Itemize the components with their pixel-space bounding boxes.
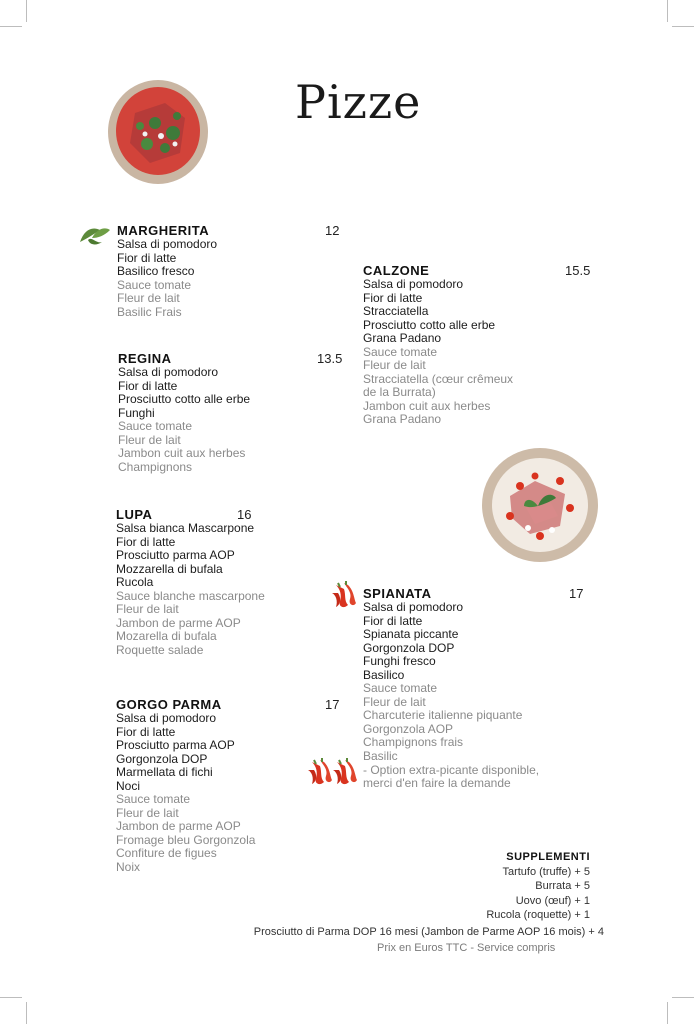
page-title: Pizze <box>295 75 422 129</box>
menu-item-margherita <box>117 224 339 319</box>
ingredient-it: Funghi fresco <box>363 654 436 669</box>
crop-mark <box>26 0 27 22</box>
ingredient-fr: Fromage bleu Gorgonzola <box>116 832 256 847</box>
crop-mark <box>672 997 694 998</box>
pizza-illustration-1 <box>105 78 211 186</box>
crop-mark <box>0 997 22 998</box>
ingredient-fr: Mozarella di bufala <box>116 629 217 644</box>
ingredient-it: Noci <box>116 778 141 793</box>
ingredient-it: Prosciutto parma AOP <box>116 548 235 563</box>
item-price: 17 <box>569 586 584 601</box>
ingredient-fr: Sauce tomate <box>116 792 191 807</box>
ingredient-it: Grana Padano <box>363 331 442 346</box>
supplement-line: Rucola (roquette) + 1 <box>486 909 590 921</box>
item-name: MARGHERITA <box>117 223 210 238</box>
ingredient-fr: Fleur de lait <box>118 432 181 447</box>
ingredient-fr: Basilic <box>363 749 398 764</box>
ingredient-it: Salsa di pomodoro <box>118 365 219 379</box>
ingredient-fr: Fleur de lait <box>116 602 179 617</box>
supplements-heading: SUPPLEMENTI <box>506 851 590 863</box>
ingredient-it: Prosciutto cotto alle erbe <box>118 392 251 407</box>
ingredient-it: Gorgonzola DOP <box>363 640 455 655</box>
crop-mark <box>0 26 22 27</box>
ingredient-fr: Sauce tomate <box>117 277 192 292</box>
ingredient-fr: Sauce tomate <box>363 344 438 359</box>
item-name: SPIANATA <box>363 586 432 601</box>
item-name: CALZONE <box>363 263 430 278</box>
ingredient-fr: Champignons <box>118 459 193 474</box>
ingredient-fr: Sauce tomate <box>363 681 438 696</box>
ingredient-it: Salsa di pomodoro <box>116 711 217 725</box>
item-price: 13.5 <box>317 351 343 366</box>
ingredient-it: Salsa di pomodoro <box>363 277 464 291</box>
supplement-line: Prosciutto di Parma DOP 16 mesi (Jambon de Parme AOP 16 mois) + 4 <box>253 925 604 938</box>
ingredient-fr: Sauce blanche mascarpone <box>116 588 265 603</box>
item-name: LUPA <box>116 507 153 522</box>
chili-icon <box>331 758 359 788</box>
ingredient-fr: Jambon de parme AOP <box>116 615 241 630</box>
basil-leaf-icon <box>78 224 112 246</box>
crop-mark <box>672 26 694 27</box>
pizza-illustration-2 <box>480 446 600 564</box>
ingredient-fr: Jambon cuit aux herbes <box>118 446 246 461</box>
item-price: 12 <box>325 223 340 238</box>
ingredient-fr: - Option extra-picante disponible, <box>363 762 540 777</box>
ingredient-it: Fior di latte <box>117 250 177 265</box>
ingredient-fr: Basilic Frais <box>117 304 182 319</box>
supplements <box>253 850 604 939</box>
supplement-line: Tartufo (truffe) + 5 <box>502 865 590 878</box>
ingredient-it: Salsa di pomodoro <box>363 600 464 614</box>
ingredient-it: Fior di latte <box>118 378 178 393</box>
ingredient-fr: Jambon de parme AOP <box>116 819 241 834</box>
item-price: 15.5 <box>565 263 591 278</box>
ingredient-fr: Fleur de lait <box>363 358 426 373</box>
ingredient-it: Basilico <box>363 667 405 682</box>
menu-item-calzone <box>363 264 589 427</box>
crop-mark <box>667 1002 668 1024</box>
ingredient-it: Fior di latte <box>116 724 176 739</box>
ingredient-it: Prosciutto cotto alle erbe <box>363 317 496 332</box>
item-name: REGINA <box>118 351 172 366</box>
ingredient-fr: Jambon cuit aux herbes <box>363 398 491 413</box>
ingredient-fr: Champignons frais <box>363 735 464 750</box>
ingredient-it: Rucola <box>116 575 154 590</box>
ingredient-fr: Noix <box>116 860 141 875</box>
ingredient-it: Stracciatella <box>363 304 429 319</box>
item-price: 16 <box>237 507 252 522</box>
ingredient-fr: Fleur de lait <box>363 694 426 709</box>
chili-icon <box>306 758 334 788</box>
menu-item-regina <box>118 351 343 474</box>
ingredient-fr: Stracciatella (cœur crêmeux <box>363 371 514 386</box>
supplement-line: Uovo (œuf) + 1 <box>515 894 590 907</box>
ingredient-fr: Sauce tomate <box>118 419 193 434</box>
ingredient-fr: Gorgonzola AOP <box>363 721 454 736</box>
ingredient-it: Mozzarella di bufala <box>116 561 223 576</box>
ingredient-fr: Roquette salade <box>116 642 204 657</box>
chili-icon <box>330 581 358 611</box>
ingredient-it: Funghi <box>118 405 155 420</box>
ingredient-it: Spianata piccante <box>363 627 459 642</box>
menu-item-lupa <box>116 508 338 657</box>
ingredient-fr: Fleur de lait <box>116 805 179 820</box>
ingredient-it: Salsa bianca Mascarpone <box>116 521 255 535</box>
crop-mark <box>667 0 668 22</box>
ingredient-fr: Charcuterie italienne piquante <box>363 708 523 723</box>
item-price: 17 <box>325 697 340 712</box>
crop-mark <box>26 1002 27 1024</box>
ingredient-fr: Fleur de lait <box>117 291 180 306</box>
ingredient-it: Fior di latte <box>363 613 423 628</box>
ingredient-it: Salsa di pomodoro <box>117 237 218 251</box>
ingredient-it: Marmellata di fichi <box>116 765 213 780</box>
ingredient-fr: de la Burrata) <box>363 385 436 400</box>
ingredient-it: Prosciutto parma AOP <box>116 738 235 753</box>
ingredient-it: Fior di latte <box>363 290 423 305</box>
ingredient-it: Gorgonzola DOP <box>116 751 208 766</box>
ingredient-fr: Confiture de figues <box>116 846 217 861</box>
item-name: GORGO PARMA <box>116 697 222 712</box>
ingredient-it: Basilico fresco <box>117 264 195 279</box>
ingredient-fr: merci d'en faire la demande <box>363 776 511 791</box>
menu-item-spianata <box>363 587 589 791</box>
supplement-line: Burrata + 5 <box>535 880 590 892</box>
ingredient-it: Fior di latte <box>116 534 176 549</box>
footer-note: Prix en Euros TTC - Service compris <box>377 942 556 954</box>
ingredient-fr: Grana Padano <box>363 412 442 427</box>
